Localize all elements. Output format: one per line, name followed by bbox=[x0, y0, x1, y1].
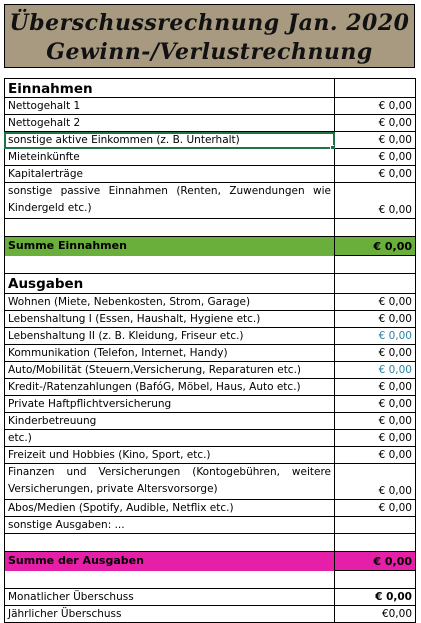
amount-cell[interactable] bbox=[335, 552, 416, 570]
table-row bbox=[4, 98, 416, 115]
amount-value: € 0,00 bbox=[373, 240, 412, 253]
amount-value: € 0,00 bbox=[375, 591, 412, 603]
section-heading[interactable]: Einnahmen bbox=[4, 79, 335, 99]
row-label-cell[interactable]: Auto/Mobilität (Steuern,Versicherung, Reparaturen etc.) bbox=[4, 362, 335, 379]
row-label-cell[interactable]: Private Haftpflichtversicherung bbox=[4, 396, 335, 413]
table-row bbox=[4, 447, 416, 464]
row-label-cell[interactable] bbox=[4, 219, 335, 237]
amount-cell[interactable] bbox=[335, 311, 416, 327]
amount-cell[interactable] bbox=[335, 534, 416, 551]
amount-value: € 0,00 bbox=[378, 449, 412, 461]
table-row bbox=[4, 328, 416, 345]
table-row bbox=[4, 396, 416, 413]
table-row bbox=[4, 345, 416, 362]
blank-row bbox=[4, 571, 416, 589]
row-label-cell[interactable]: etc.) bbox=[4, 430, 335, 447]
blank-row bbox=[4, 534, 416, 552]
amount-cell[interactable] bbox=[335, 219, 416, 236]
row-label-cell[interactable]: Kinderbetreuung bbox=[4, 413, 335, 430]
section-header-row bbox=[4, 274, 416, 294]
row-label-cell[interactable] bbox=[4, 534, 335, 552]
amount-value: € 0,00 bbox=[378, 347, 412, 359]
row-label-cell[interactable]: Kapitalerträge bbox=[4, 166, 335, 183]
amount-value: € 0,00 bbox=[373, 555, 412, 568]
budget-table bbox=[4, 78, 416, 623]
amount-value: € 0,00 bbox=[378, 381, 412, 393]
table-row bbox=[4, 311, 416, 328]
amount-value: € 0,00 bbox=[378, 100, 412, 112]
table-row bbox=[4, 149, 416, 166]
table-row bbox=[4, 413, 416, 430]
amount-value: € 0,00 bbox=[378, 168, 412, 180]
row-label-cell[interactable]: Finanzen und Versicherungen (Kontogebühren, weitere Versicherungen, private Altersvorsorge) bbox=[4, 464, 335, 500]
row-label-cell[interactable]: Lebenshaltung I (Essen, Haushalt, Hygiene etc.) bbox=[4, 311, 335, 328]
amount-cell[interactable] bbox=[335, 413, 416, 429]
table-row bbox=[4, 183, 416, 219]
row-label-cell[interactable]: Lebenshaltung II (z. B. Kleidung, Friseur etc.) bbox=[4, 328, 335, 345]
amount-cell[interactable] bbox=[335, 274, 416, 293]
table-row bbox=[4, 517, 416, 534]
amount-cell[interactable] bbox=[335, 379, 416, 395]
table-row bbox=[4, 294, 416, 311]
amount-value: € 0,00 bbox=[378, 485, 412, 497]
amount-value: € 0,00 bbox=[378, 313, 412, 325]
amount-value: € 0,00 bbox=[378, 117, 412, 129]
amount-cell[interactable] bbox=[335, 396, 416, 412]
title-line-1: Überschussrechnung Jan. 2020 bbox=[9, 10, 410, 36]
amount-value: €0,00 bbox=[381, 608, 412, 620]
row-label-cell[interactable]: Monatlicher Überschuss bbox=[4, 589, 335, 606]
amount-value: € 0,00 bbox=[378, 296, 412, 308]
row-label-cell[interactable]: sonstige Ausgaben: ... bbox=[4, 517, 335, 534]
row-label-cell[interactable]: Freizeit und Hobbies (Kino, Sport, etc.) bbox=[4, 447, 335, 464]
amount-cell[interactable] bbox=[335, 430, 416, 446]
row-label-cell[interactable]: Jährlicher Überschuss bbox=[4, 606, 335, 623]
table-row bbox=[4, 362, 416, 379]
blank-row bbox=[4, 256, 416, 274]
amount-cell[interactable] bbox=[335, 328, 416, 344]
row-label-cell[interactable]: Mieteinkünfte bbox=[4, 149, 335, 166]
amount-value: € 0,00 bbox=[378, 151, 412, 163]
amount-cell[interactable] bbox=[335, 500, 416, 516]
amount-value: € 0,00 bbox=[378, 502, 412, 514]
row-label-cell[interactable]: sonstige passive Einnahmen (Renten, Zuwendungen wie Kindergeld etc.) bbox=[4, 183, 335, 219]
table-row bbox=[4, 430, 416, 447]
amount-cell[interactable] bbox=[335, 149, 416, 165]
row-label-cell[interactable]: Kommunikation (Telefon, Internet, Handy) bbox=[4, 345, 335, 362]
amount-cell[interactable] bbox=[335, 294, 416, 310]
table-row bbox=[4, 606, 416, 623]
title-banner bbox=[4, 4, 415, 68]
amount-value: € 0,00 bbox=[378, 134, 412, 146]
amount-cell[interactable] bbox=[335, 571, 416, 588]
blank-row bbox=[4, 219, 416, 237]
table-row bbox=[4, 132, 416, 149]
section-heading[interactable]: Ausgaben bbox=[4, 274, 335, 294]
section-header-row bbox=[4, 78, 416, 98]
amount-value: € 0,00 bbox=[378, 398, 412, 410]
amount-cell[interactable] bbox=[335, 79, 416, 97]
amount-cell[interactable] bbox=[335, 362, 416, 378]
row-label-cell[interactable]: Wohnen (Miete, Nebenkosten, Strom, Garage) bbox=[4, 294, 335, 311]
amount-cell[interactable] bbox=[335, 447, 416, 463]
amount-cell[interactable] bbox=[335, 517, 416, 533]
row-label-cell[interactable]: Kredit-/Ratenzahlungen (BafóG, Möbel, Haus, Auto etc.) bbox=[4, 379, 335, 396]
amount-cell[interactable] bbox=[335, 183, 416, 218]
table-row bbox=[4, 500, 416, 517]
amount-value: € 0,00 bbox=[378, 432, 412, 444]
amount-cell[interactable] bbox=[335, 132, 416, 148]
amount-cell[interactable] bbox=[335, 98, 416, 114]
amount-value: € 0,00 bbox=[378, 330, 412, 342]
amount-cell[interactable] bbox=[335, 345, 416, 361]
amount-cell[interactable] bbox=[335, 606, 416, 622]
row-label-cell[interactable]: Abos/Medien (Spotify, Audible, Netflix etc.) bbox=[4, 500, 335, 517]
table-row bbox=[4, 589, 416, 606]
summary-row bbox=[4, 552, 416, 571]
amount-cell[interactable] bbox=[335, 464, 416, 499]
table-row bbox=[4, 115, 416, 132]
amount-cell[interactable] bbox=[335, 237, 416, 255]
row-label-cell[interactable]: Summe Einnahmen bbox=[4, 237, 335, 256]
amount-cell[interactable] bbox=[335, 256, 416, 273]
row-label-cell[interactable]: Nettogehalt 2 bbox=[4, 115, 335, 132]
row-label-cell[interactable]: Nettogehalt 1 bbox=[4, 98, 335, 115]
summary-row bbox=[4, 237, 416, 256]
amount-cell[interactable] bbox=[335, 166, 416, 182]
row-label-cell[interactable]: Summe der Ausgaben bbox=[4, 552, 335, 571]
amount-cell[interactable] bbox=[335, 589, 416, 605]
table-row bbox=[4, 464, 416, 500]
table-row bbox=[4, 379, 416, 396]
row-label-cell[interactable] bbox=[4, 256, 335, 274]
amount-value: € 0,00 bbox=[378, 364, 412, 376]
row-label-cell[interactable]: sonstige aktive Einkommen (z. B. Unterhalt) bbox=[4, 132, 335, 149]
amount-value: € 0,00 bbox=[378, 415, 412, 427]
amount-value: € 0,00 bbox=[378, 204, 412, 216]
row-label-cell[interactable] bbox=[4, 571, 335, 589]
title-line-2: Gewinn-/Verlustrechnung bbox=[46, 39, 373, 65]
amount-cell[interactable] bbox=[335, 115, 416, 131]
table-row bbox=[4, 166, 416, 183]
